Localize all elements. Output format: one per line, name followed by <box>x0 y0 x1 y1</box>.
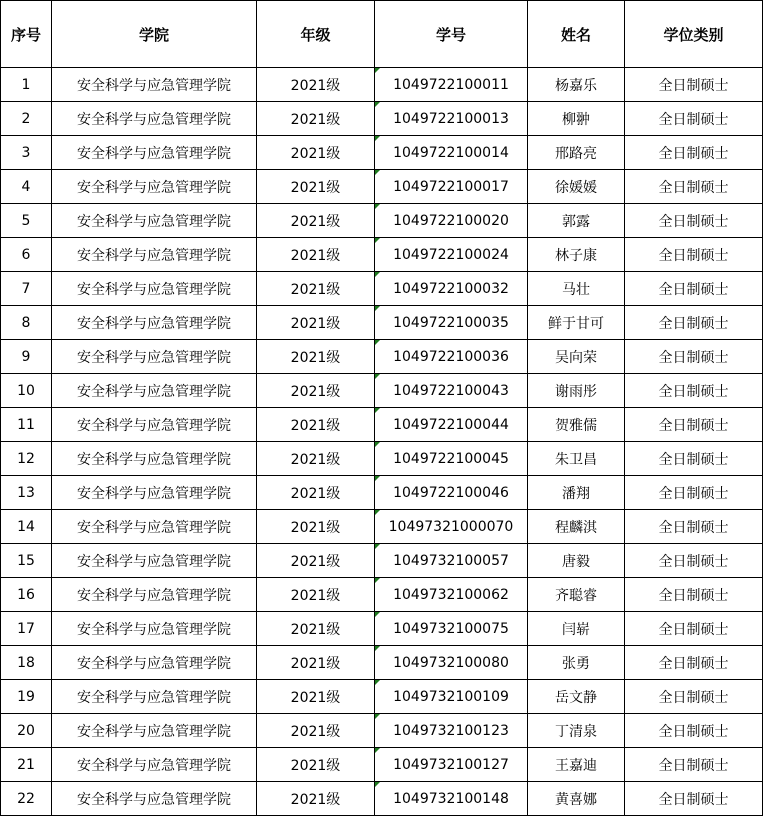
cell-grade: 2021级 <box>257 748 375 782</box>
cell-name: 朱卫昌 <box>528 442 625 476</box>
cell-name: 潘翔 <box>528 476 625 510</box>
cell-index: 8 <box>1 306 52 340</box>
cell-name: 王嘉迪 <box>528 748 625 782</box>
cell-degree-type: 全日制硕士 <box>625 680 763 714</box>
table-row <box>1 476 763 510</box>
cell-name: 闫崭 <box>528 612 625 646</box>
cell-name: 马壮 <box>528 272 625 306</box>
table-row <box>1 306 763 340</box>
table-row <box>1 782 763 816</box>
cell-degree-type: 全日制硕士 <box>625 646 763 680</box>
cell-student-id: 1049722100017 <box>375 170 528 204</box>
cell-college: 安全科学与应急管理学院 <box>52 748 257 782</box>
cell-grade: 2021级 <box>257 340 375 374</box>
cell-name: 郭露 <box>528 204 625 238</box>
cell-grade: 2021级 <box>257 68 375 102</box>
cell-name: 杨嘉乐 <box>528 68 625 102</box>
header-college: 学院 <box>52 1 257 68</box>
cell-index: 20 <box>1 714 52 748</box>
cell-college: 安全科学与应急管理学院 <box>52 714 257 748</box>
cell-index: 22 <box>1 782 52 816</box>
cell-index: 14 <box>1 510 52 544</box>
cell-college: 安全科学与应急管理学院 <box>52 510 257 544</box>
cell-name: 张勇 <box>528 646 625 680</box>
cell-student-id: 1049722100043 <box>375 374 528 408</box>
cell-college: 安全科学与应急管理学院 <box>52 782 257 816</box>
table-row <box>1 442 763 476</box>
cell-grade: 2021级 <box>257 102 375 136</box>
table-row <box>1 680 763 714</box>
cell-college: 安全科学与应急管理学院 <box>52 544 257 578</box>
cell-degree-type: 全日制硕士 <box>625 136 763 170</box>
cell-name: 唐毅 <box>528 544 625 578</box>
table-row <box>1 408 763 442</box>
table-row <box>1 136 763 170</box>
cell-index: 19 <box>1 680 52 714</box>
cell-degree-type: 全日制硕士 <box>625 476 763 510</box>
table-row <box>1 238 763 272</box>
cell-college: 安全科学与应急管理学院 <box>52 136 257 170</box>
cell-degree-type: 全日制硕士 <box>625 170 763 204</box>
cell-student-id: 1049732100080 <box>375 646 528 680</box>
cell-index: 17 <box>1 612 52 646</box>
cell-student-id: 1049732100109 <box>375 680 528 714</box>
cell-college: 安全科学与应急管理学院 <box>52 68 257 102</box>
cell-degree-type: 全日制硕士 <box>625 510 763 544</box>
table-row <box>1 170 763 204</box>
cell-student-id: 1049732100057 <box>375 544 528 578</box>
cell-grade: 2021级 <box>257 578 375 612</box>
cell-name: 齐聪睿 <box>528 578 625 612</box>
cell-degree-type: 全日制硕士 <box>625 272 763 306</box>
cell-index: 11 <box>1 408 52 442</box>
cell-student-id: 1049722100032 <box>375 272 528 306</box>
cell-degree-type: 全日制硕士 <box>625 748 763 782</box>
cell-name: 柳翀 <box>528 102 625 136</box>
cell-student-id: 1049722100036 <box>375 340 528 374</box>
cell-student-id: 1049732100075 <box>375 612 528 646</box>
cell-grade: 2021级 <box>257 544 375 578</box>
table-row <box>1 510 763 544</box>
cell-student-id: 1049722100013 <box>375 102 528 136</box>
cell-student-id: 1049732100123 <box>375 714 528 748</box>
table-row <box>1 714 763 748</box>
header-grade: 年级 <box>257 1 375 68</box>
header-name: 姓名 <box>528 1 625 68</box>
cell-college: 安全科学与应急管理学院 <box>52 306 257 340</box>
cell-student-id: 1049722100045 <box>375 442 528 476</box>
cell-index: 18 <box>1 646 52 680</box>
cell-index: 2 <box>1 102 52 136</box>
cell-grade: 2021级 <box>257 408 375 442</box>
cell-college: 安全科学与应急管理学院 <box>52 204 257 238</box>
cell-college: 安全科学与应急管理学院 <box>52 272 257 306</box>
cell-college: 安全科学与应急管理学院 <box>52 646 257 680</box>
cell-grade: 2021级 <box>257 476 375 510</box>
cell-degree-type: 全日制硕士 <box>625 714 763 748</box>
cell-student-id: 10497321000070 <box>375 510 528 544</box>
table-row <box>1 578 763 612</box>
table-header <box>1 1 763 68</box>
cell-student-id: 1049732100127 <box>375 748 528 782</box>
cell-degree-type: 全日制硕士 <box>625 68 763 102</box>
cell-student-id: 1049722100044 <box>375 408 528 442</box>
cell-degree-type: 全日制硕士 <box>625 578 763 612</box>
cell-index: 6 <box>1 238 52 272</box>
table-row <box>1 748 763 782</box>
cell-degree-type: 全日制硕士 <box>625 544 763 578</box>
cell-index: 5 <box>1 204 52 238</box>
cell-index: 4 <box>1 170 52 204</box>
cell-student-id: 1049732100062 <box>375 578 528 612</box>
cell-name: 林子康 <box>528 238 625 272</box>
header-student-id: 学号 <box>375 1 528 68</box>
cell-degree-type: 全日制硕士 <box>625 782 763 816</box>
cell-student-id: 1049722100035 <box>375 306 528 340</box>
cell-grade: 2021级 <box>257 612 375 646</box>
cell-index: 13 <box>1 476 52 510</box>
cell-grade: 2021级 <box>257 272 375 306</box>
cell-name: 黄喜娜 <box>528 782 625 816</box>
table-row <box>1 612 763 646</box>
cell-grade: 2021级 <box>257 374 375 408</box>
cell-college: 安全科学与应急管理学院 <box>52 238 257 272</box>
cell-degree-type: 全日制硕士 <box>625 306 763 340</box>
cell-grade: 2021级 <box>257 646 375 680</box>
cell-index: 3 <box>1 136 52 170</box>
cell-student-id: 1049732100148 <box>375 782 528 816</box>
cell-degree-type: 全日制硕士 <box>625 442 763 476</box>
cell-name: 丁清泉 <box>528 714 625 748</box>
cell-grade: 2021级 <box>257 204 375 238</box>
cell-degree-type: 全日制硕士 <box>625 408 763 442</box>
cell-college: 安全科学与应急管理学院 <box>52 374 257 408</box>
header-row <box>1 1 763 68</box>
cell-index: 15 <box>1 544 52 578</box>
table-body <box>1 68 763 816</box>
cell-grade: 2021级 <box>257 170 375 204</box>
cell-college: 安全科学与应急管理学院 <box>52 102 257 136</box>
cell-degree-type: 全日制硕士 <box>625 238 763 272</box>
cell-name: 吴向荣 <box>528 340 625 374</box>
cell-name: 程麟淇 <box>528 510 625 544</box>
table-row <box>1 374 763 408</box>
cell-index: 9 <box>1 340 52 374</box>
cell-student-id: 1049722100024 <box>375 238 528 272</box>
cell-grade: 2021级 <box>257 306 375 340</box>
cell-grade: 2021级 <box>257 680 375 714</box>
cell-degree-type: 全日制硕士 <box>625 102 763 136</box>
cell-grade: 2021级 <box>257 510 375 544</box>
cell-college: 安全科学与应急管理学院 <box>52 578 257 612</box>
cell-degree-type: 全日制硕士 <box>625 612 763 646</box>
header-degree-type: 学位类别 <box>625 1 763 68</box>
cell-college: 安全科学与应急管理学院 <box>52 170 257 204</box>
table-row <box>1 340 763 374</box>
cell-name: 岳文静 <box>528 680 625 714</box>
header-index: 序号 <box>1 1 52 68</box>
table-row <box>1 544 763 578</box>
cell-college: 安全科学与应急管理学院 <box>52 340 257 374</box>
cell-college: 安全科学与应急管理学院 <box>52 408 257 442</box>
cell-grade: 2021级 <box>257 782 375 816</box>
cell-college: 安全科学与应急管理学院 <box>52 476 257 510</box>
cell-college: 安全科学与应急管理学院 <box>52 442 257 476</box>
table-row <box>1 646 763 680</box>
cell-name: 邢路亮 <box>528 136 625 170</box>
table-row <box>1 68 763 102</box>
cell-degree-type: 全日制硕士 <box>625 204 763 238</box>
cell-grade: 2021级 <box>257 714 375 748</box>
cell-name: 徐媛媛 <box>528 170 625 204</box>
cell-index: 21 <box>1 748 52 782</box>
cell-student-id: 1049722100046 <box>375 476 528 510</box>
cell-index: 10 <box>1 374 52 408</box>
cell-index: 7 <box>1 272 52 306</box>
cell-degree-type: 全日制硕士 <box>625 374 763 408</box>
table-row <box>1 102 763 136</box>
cell-grade: 2021级 <box>257 136 375 170</box>
cell-grade: 2021级 <box>257 442 375 476</box>
table-row <box>1 272 763 306</box>
cell-name: 鲜于甘可 <box>528 306 625 340</box>
cell-index: 16 <box>1 578 52 612</box>
cell-index: 1 <box>1 68 52 102</box>
cell-student-id: 1049722100020 <box>375 204 528 238</box>
cell-name: 贺雅儒 <box>528 408 625 442</box>
cell-index: 12 <box>1 442 52 476</box>
cell-student-id: 1049722100011 <box>375 68 528 102</box>
cell-name: 谢雨彤 <box>528 374 625 408</box>
table-row <box>1 204 763 238</box>
cell-grade: 2021级 <box>257 238 375 272</box>
cell-student-id: 1049722100014 <box>375 136 528 170</box>
cell-degree-type: 全日制硕士 <box>625 340 763 374</box>
cell-college: 安全科学与应急管理学院 <box>52 680 257 714</box>
cell-college: 安全科学与应急管理学院 <box>52 612 257 646</box>
